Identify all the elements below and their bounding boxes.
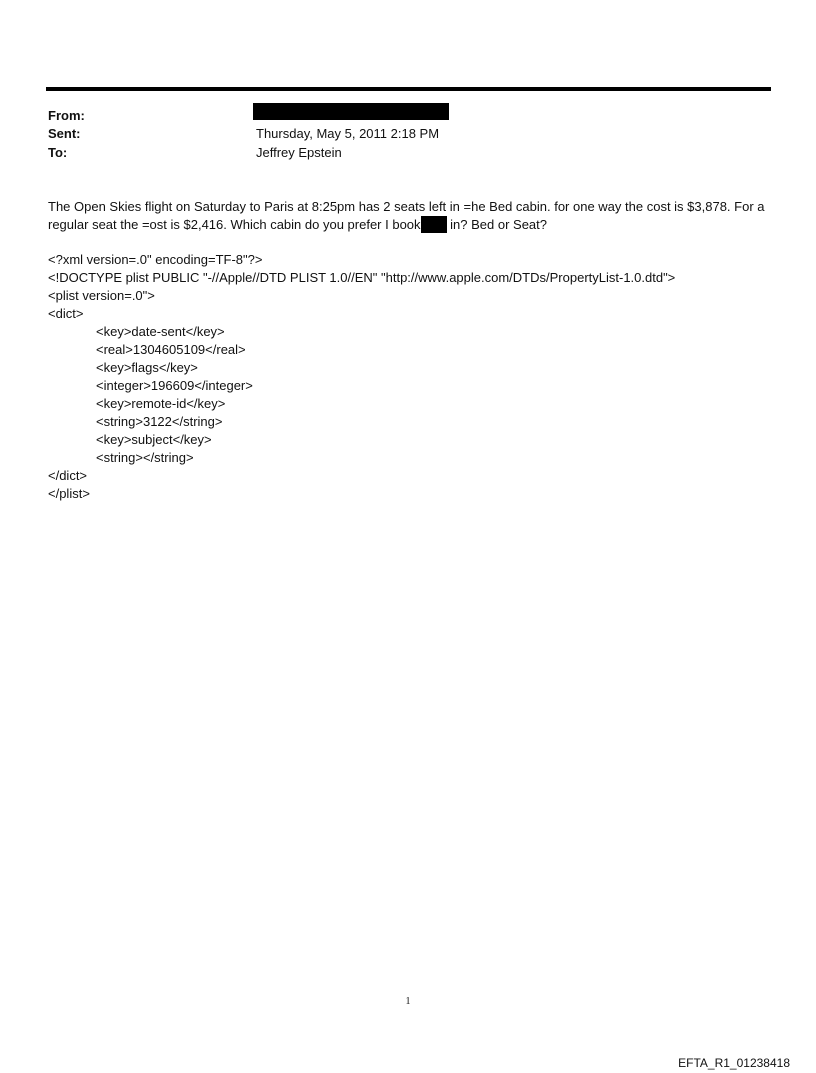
message-body-part1: The Open Skies flight on Saturday to Paris at 8:25pm has 2 seats left in =he Bed cabin. for one way the cost is $3,878. For a regular seat the =ost is $2,416. Which cabin do you prefer I book	[48, 199, 765, 232]
xml-line: <key>subject</key>	[96, 432, 212, 447]
to-label: To:	[48, 145, 68, 160]
redacted-sender	[253, 103, 449, 120]
xml-line: <key>date-sent</key>	[96, 324, 225, 339]
xml-line: <string></string>	[96, 450, 194, 465]
xml-line: <!DOCTYPE plist PUBLIC "-//Apple//DTD PLIST 1.0//EN" "http://www.apple.com/DTDs/PropertyList-1.0.dtd">	[48, 270, 676, 285]
from-label: From:	[48, 108, 85, 123]
sent-value: Thursday, May 5, 2011 2:18 PM	[256, 126, 440, 141]
sent-label: Sent:	[48, 126, 81, 141]
header-rule	[46, 87, 771, 91]
xml-line: <real>1304605109</real>	[96, 342, 246, 357]
xml-line: <plist version=.0">	[48, 288, 155, 303]
redacted-inline	[421, 216, 447, 233]
message-body-part2: in? Bed or Seat?	[446, 217, 547, 232]
xml-line: <?xml version=.0" encoding=TF-8"?>	[48, 252, 263, 267]
bates-number: EFTA_R1_01238418	[678, 1056, 790, 1070]
xml-line: </dict>	[48, 468, 88, 483]
xml-line: <key>remote-id</key>	[96, 396, 226, 411]
xml-plist-block	[48, 251, 675, 503]
message-body	[48, 198, 778, 234]
page-number: 1	[405, 996, 411, 1007]
xml-line: </plist>	[48, 486, 90, 501]
xml-line: <integer>196609</integer>	[96, 378, 253, 393]
xml-line: <key>flags</key>	[96, 360, 198, 375]
to-value: Jeffrey Epstein	[256, 145, 342, 160]
xml-line: <string>3122</string>	[96, 414, 223, 429]
xml-line: <dict>	[48, 306, 84, 321]
